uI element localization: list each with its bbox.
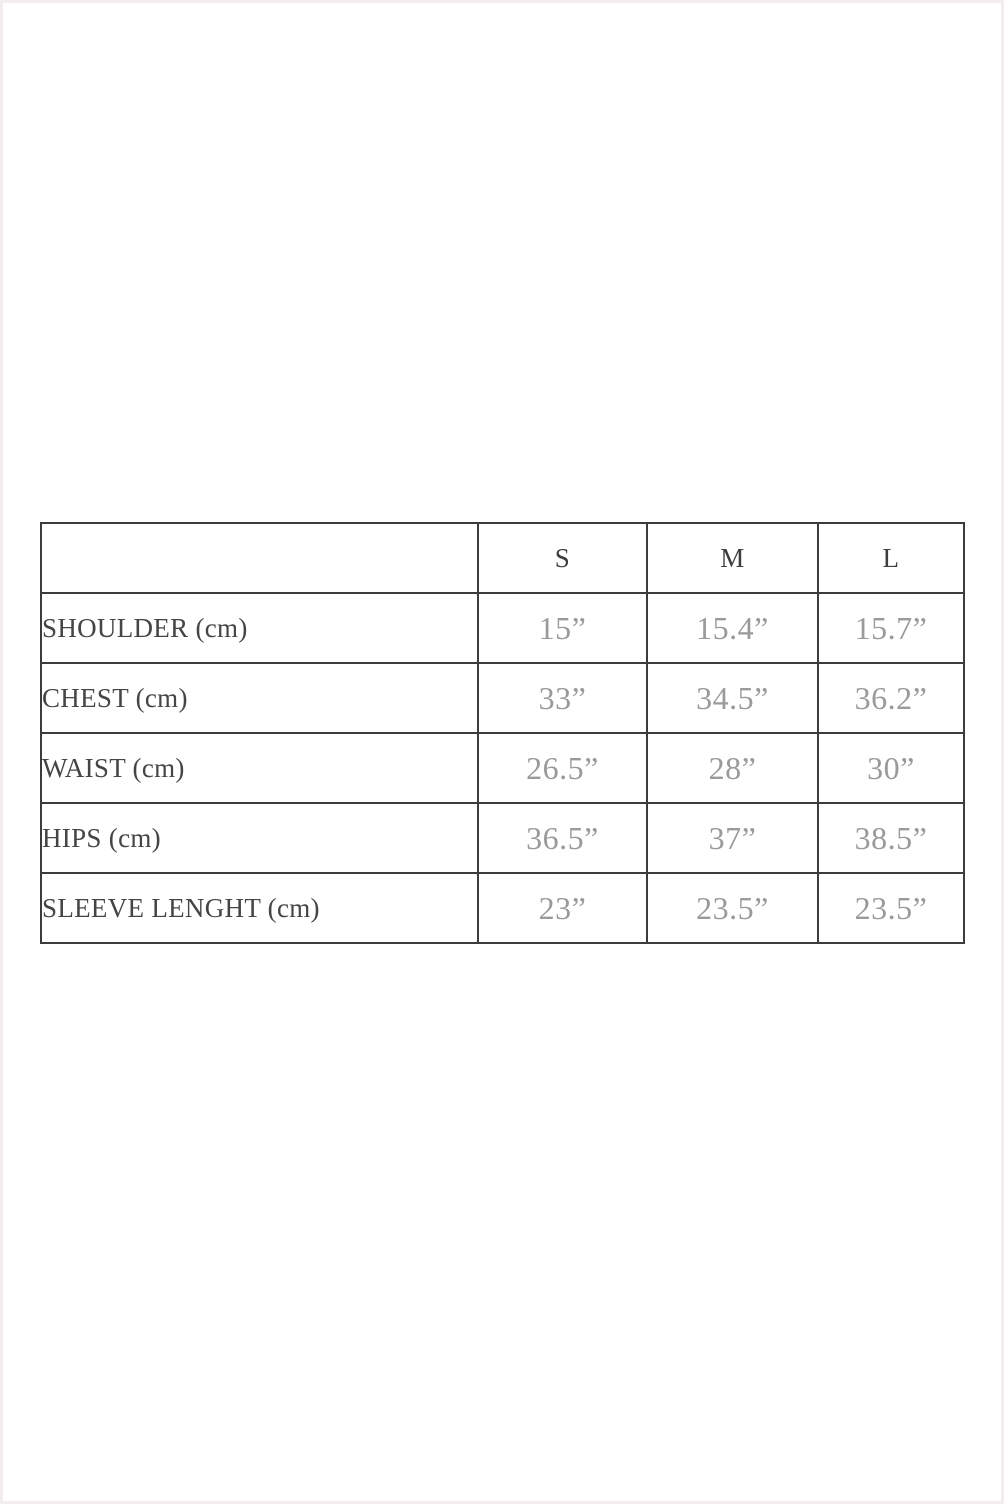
row-label-waist: WAIST (cm) bbox=[41, 733, 478, 803]
table-row-sleeve-length bbox=[41, 873, 964, 943]
hips-value-m: 37” bbox=[647, 803, 818, 873]
waist-value-l: 30” bbox=[818, 733, 964, 803]
waist-value-s: 26.5” bbox=[478, 733, 647, 803]
shoulder-value-m: 15.4” bbox=[647, 593, 818, 663]
header-size-s: S bbox=[478, 523, 647, 593]
row-label-hips: HIPS (cm) bbox=[41, 803, 478, 873]
header-empty-cell bbox=[41, 523, 478, 593]
chest-value-s: 33” bbox=[478, 663, 647, 733]
sleeve-length-value-l: 23.5” bbox=[818, 873, 964, 943]
row-label-sleeve-length: SLEEVE LENGHT (cm) bbox=[41, 873, 478, 943]
waist-value-m: 28” bbox=[647, 733, 818, 803]
row-label-chest: CHEST (cm) bbox=[41, 663, 478, 733]
shoulder-value-s: 15” bbox=[478, 593, 647, 663]
table-row-shoulder bbox=[41, 593, 964, 663]
sleeve-length-value-s: 23” bbox=[478, 873, 647, 943]
header-row bbox=[41, 523, 964, 593]
table-row-hips bbox=[41, 803, 964, 873]
header-size-l: L bbox=[818, 523, 964, 593]
sleeve-length-value-m: 23.5” bbox=[647, 873, 818, 943]
page-background bbox=[3, 3, 1001, 1501]
shoulder-value-l: 15.7” bbox=[818, 593, 964, 663]
chest-value-m: 34.5” bbox=[647, 663, 818, 733]
hips-value-l: 38.5” bbox=[818, 803, 964, 873]
table-row-chest bbox=[41, 663, 964, 733]
table-row-waist bbox=[41, 733, 964, 803]
header-size-m: M bbox=[647, 523, 818, 593]
hips-value-s: 36.5” bbox=[478, 803, 647, 873]
chest-value-l: 36.2” bbox=[818, 663, 964, 733]
size-chart-table bbox=[40, 522, 965, 944]
row-label-shoulder: SHOULDER (cm) bbox=[41, 593, 478, 663]
